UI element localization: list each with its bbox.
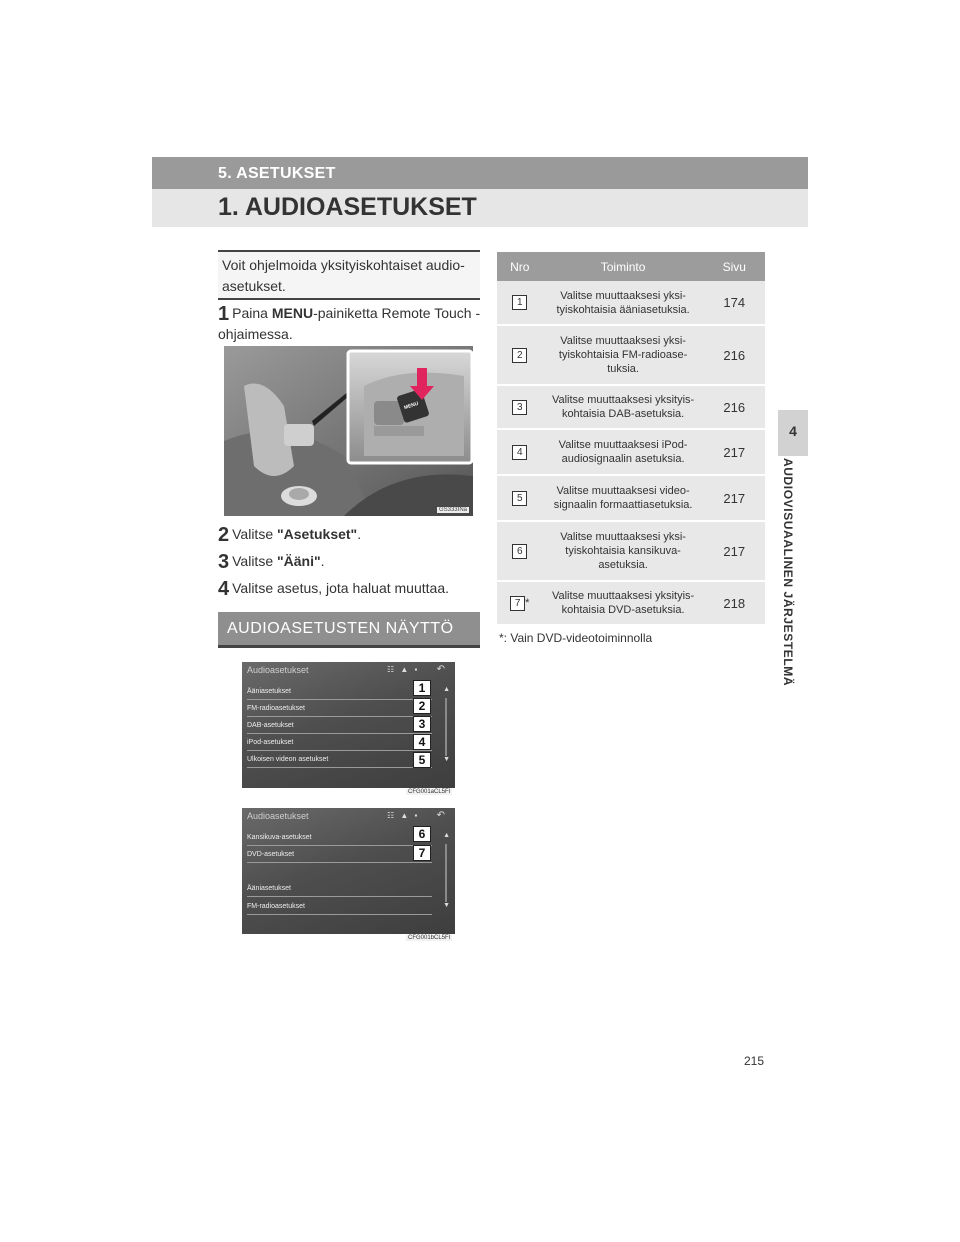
row-number: 5 [512, 491, 527, 506]
row-page: 217 [704, 429, 765, 475]
row-star: * [525, 596, 530, 609]
step-1-text-pre: Paina [232, 305, 272, 321]
table-row [497, 429, 765, 475]
step-2-text-pre: Valitse [232, 526, 277, 542]
audio-settings-screen-1 [242, 662, 455, 788]
chapter-title: 5. ASETUKSET [218, 165, 336, 182]
table-footnote: *: Vain DVD-videotoiminnolla [499, 631, 653, 645]
callout-badge-5: 5 [413, 752, 431, 768]
screen-1-item-2[interactable] [247, 702, 432, 717]
row-number-cell [497, 325, 543, 385]
section-heading [218, 612, 480, 648]
chapter-header [152, 157, 808, 189]
step-2-text-post: . [357, 526, 362, 542]
step-3-number: 3 [218, 551, 230, 573]
scrollbar[interactable] [445, 844, 447, 902]
settings-table [497, 252, 765, 626]
step-1-text-post: -painiketta Remote Touch -ohjaimessa. [218, 305, 481, 342]
screen-1-item-4[interactable] [247, 736, 432, 751]
row-description: Valitse muuttaaksesi iPod-audiosignaalin asetuksia. [543, 429, 704, 475]
screen-1-item-3[interactable] [247, 719, 432, 734]
chapter-tab-label: AUDIOVISUAALINEN JÄRJESTELMÄ [781, 458, 795, 687]
scroll-down-icon[interactable]: ▼ [443, 756, 450, 763]
chapter-tab-label-box [778, 456, 808, 696]
status-icons: ☷ ▲ ▪ [387, 665, 420, 674]
row-description: Valitse muuttaaksesi yksi-tyiskohtaisia kansikuva-asetuksia. [543, 521, 704, 581]
row-number-cell [497, 429, 543, 475]
step-4-number: 4 [218, 578, 230, 600]
row-number: 3 [512, 400, 527, 415]
console-illustration [224, 346, 473, 516]
step-2-bold: "Asetukset" [277, 526, 358, 542]
scroll-down-icon[interactable]: ▼ [443, 902, 450, 909]
screen-2-item-4[interactable] [247, 900, 432, 915]
callout-badge-1: 1 [413, 680, 431, 696]
row-description: Valitse muuttaaksesi yksityis-kohtaisia DAB-asetuksia. [543, 385, 704, 429]
step-3-text-pre: Valitse [232, 553, 277, 569]
step-1-bold: MENU [271, 305, 314, 321]
row-number-cell [497, 281, 543, 325]
row-number: 1 [512, 295, 527, 310]
back-icon[interactable]: ↶ [436, 664, 445, 675]
row-number-cell [497, 581, 543, 625]
step-1-number: 1 [218, 303, 230, 325]
row-description: Valitse muuttaaksesi yksi-tyiskohtaisia ääniasetuksia. [543, 281, 704, 325]
screen-2-caption: CFG001bCL5FI [408, 935, 451, 941]
step-3-bold: "Ääni" [277, 553, 321, 569]
back-icon[interactable]: ↶ [436, 810, 445, 821]
section-title: 1. AUDIOASETUKSET [218, 193, 477, 221]
step-4-text: Valitse asetus, jota haluat muuttaa. [232, 580, 449, 596]
audio-settings-screen-2 [242, 808, 455, 934]
screen-1-title: Audioasetukset [247, 665, 309, 675]
screen-1-item-5[interactable] [247, 753, 432, 768]
row-number: 6 [512, 544, 527, 559]
header-toiminto: Toiminto [543, 252, 704, 281]
callout-badge-2: 2 [413, 698, 431, 714]
screen-2-title: Audioasetukset [247, 811, 309, 821]
row-page: 216 [704, 325, 765, 385]
item-label: DAB-asetukset [247, 722, 294, 729]
callout-badge-4: 4 [413, 734, 431, 750]
status-icons: ☷ ▲ ▪ [387, 811, 420, 820]
screen-2-item-1[interactable] [247, 831, 432, 846]
row-number: 4 [512, 445, 527, 460]
row-page: 218 [704, 581, 765, 625]
table-row [497, 385, 765, 429]
row-description: Valitse muuttaaksesi yksi-tyiskohtaisia FM-radioase-tuksia. [543, 325, 704, 385]
header-nro: Nro [497, 252, 543, 281]
step-2-number: 2 [218, 524, 230, 546]
row-number-cell [497, 475, 543, 521]
header-sivu: Sivu [704, 252, 765, 281]
callout-badge-6: 6 [413, 826, 431, 842]
intro-box: Voit ohjelmoida yksityiskohtaiset audio-asetukset. [218, 250, 480, 300]
step-2 [218, 524, 361, 547]
step-1 [218, 303, 482, 344]
item-label: Ulkoisen videon asetukset [247, 756, 329, 763]
section-heading-text: AUDIOASETUSTEN NÄYTTÖ [227, 620, 454, 637]
screen-1-item-1[interactable] [247, 685, 432, 700]
step-3 [218, 551, 325, 574]
screen-1-caption: CFG001aCL5FI [408, 789, 451, 795]
screen-2-item-2[interactable] [247, 848, 432, 863]
step-3-text-post: . [320, 553, 325, 569]
row-number: 2 [512, 348, 527, 363]
section-header [152, 189, 808, 227]
row-number-cell [497, 521, 543, 581]
row-description: Valitse muuttaaksesi yksityis-kohtaisia DVD-asetuksia. [543, 581, 704, 625]
row-description: Valitse muuttaaksesi video-signaalin formaattiasetuksia. [543, 475, 704, 521]
screen-2-item-3[interactable] [247, 882, 432, 897]
scroll-up-icon[interactable]: ▲ [443, 832, 450, 839]
item-label: iPod-asetukset [247, 739, 294, 746]
item-label: Ääniasetukset [247, 885, 291, 892]
table-row [497, 325, 765, 385]
item-label: FM-radioasetukset [247, 903, 305, 910]
page-number: 215 [744, 1054, 765, 1068]
table-header-row [497, 252, 765, 281]
scrollbar[interactable] [445, 698, 447, 756]
item-label: DVD-asetukset [247, 851, 295, 858]
row-page: 217 [704, 475, 765, 521]
row-number-cell [497, 385, 543, 429]
step-4 [218, 578, 449, 601]
row-page: 216 [704, 385, 765, 429]
callout-badge-7: 7 [413, 845, 431, 861]
photo-caption: GS333INa [438, 507, 467, 513]
callout-badge-3: 3 [413, 716, 431, 732]
chapter-tab [778, 410, 808, 456]
chapter-tab-number: 4 [789, 423, 797, 439]
item-label: Kansikuva-asetukset [247, 834, 312, 841]
row-page: 174 [704, 281, 765, 325]
item-label: FM-radioasetukset [247, 705, 305, 712]
table-row [497, 281, 765, 325]
remote-touch-photo [224, 346, 473, 516]
row-number: 7 [510, 596, 525, 611]
item-label: Ääniasetukset [247, 688, 291, 695]
scroll-up-icon[interactable]: ▲ [443, 686, 450, 693]
table-row [497, 475, 765, 521]
photo-menu-label: MENU [403, 400, 420, 412]
table-row [497, 581, 765, 625]
table-row [497, 521, 765, 581]
row-page: 217 [704, 521, 765, 581]
